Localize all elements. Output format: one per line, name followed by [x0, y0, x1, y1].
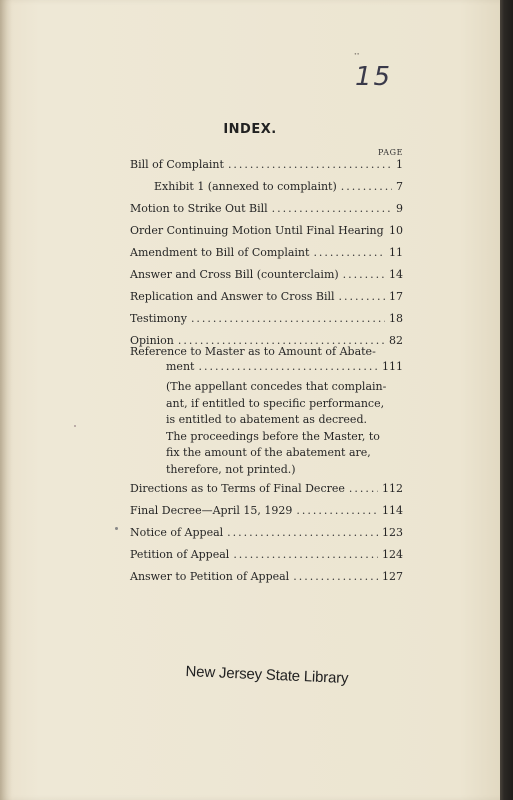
entry-page: 17 [389, 290, 403, 303]
entry-page: 1 [396, 158, 403, 171]
entry-label: Testimony [130, 312, 187, 325]
index-entry [130, 158, 403, 174]
parenthetical-note [166, 379, 388, 479]
entry-label: Order Continuing Motion Until Final Hearing [130, 224, 384, 237]
entry-page: 11 [389, 246, 403, 259]
index-entry [130, 268, 403, 284]
entry-label: Reference to Master as to Amount of Abate- [130, 345, 376, 358]
entry-page: 123 [382, 526, 403, 539]
entry-page: 112 [382, 482, 403, 495]
entry-page: 82 [389, 334, 403, 347]
dot-leader [339, 290, 385, 303]
note-line: therefore, not printed.) [166, 462, 296, 476]
dot-leader [198, 360, 378, 373]
note-line: ant, if entitled to specific performance, [166, 396, 385, 410]
index-entry [130, 224, 403, 240]
dot-leader [293, 570, 378, 583]
paper-speck [74, 425, 76, 427]
entry-label: Bill of Complaint [130, 158, 224, 171]
entry-label: Answer to Petition of Appeal [130, 570, 290, 583]
entry-page: 111 [382, 360, 403, 373]
note-line: fix the amount of the abatement are, [166, 446, 371, 460]
entry-label: Answer and Cross Bill (counterclaim) [130, 268, 339, 281]
paper-speck [115, 527, 118, 530]
entry-label: Exhibit 1 (annexed to complaint) [154, 180, 337, 193]
index-entry [166, 360, 403, 376]
dot-leader [228, 158, 392, 171]
index-entry [130, 482, 403, 498]
entry-page: 10 [389, 224, 403, 237]
entry-page: 114 [382, 504, 403, 517]
entry-page: 14 [389, 268, 403, 281]
index-entry [130, 504, 403, 520]
index-title: INDEX. [223, 122, 277, 137]
index-entry [130, 246, 403, 262]
book-edge [500, 0, 513, 800]
index-entry [130, 548, 403, 564]
handwritten-page-number: 15 [355, 62, 393, 92]
entry-page: 9 [396, 202, 403, 215]
entry-label: Petition of Appeal [130, 548, 230, 561]
dot-leader [349, 482, 378, 495]
entry-label: Motion to Strike Out Bill [130, 202, 268, 215]
dot-leader [343, 268, 385, 281]
entry-page: 18 [389, 312, 403, 325]
entry-label: Final Decree—April 15, 1929 [130, 504, 293, 517]
dot-leader [272, 202, 392, 215]
dot-leader [296, 504, 378, 517]
entry-label: Replication and Answer to Cross Bill [130, 290, 335, 303]
entry-label: Directions as to Terms of Final Decree [130, 482, 345, 495]
index-entry [130, 312, 403, 328]
library-stamp: New Jersey State Library [185, 663, 349, 688]
dot-leader [191, 312, 385, 325]
index-entry [130, 202, 403, 218]
page-column-header: PAGE [378, 148, 404, 157]
note-line: The proceedings before the Master, to [166, 429, 380, 443]
entry-label: Opinion [130, 334, 174, 347]
pencil-mark: ꞏꞏ [354, 50, 360, 60]
index-entry [130, 290, 403, 306]
dot-leader [227, 526, 378, 539]
note-line: (The appellant concedes that complain- [166, 380, 387, 393]
entry-page: 124 [382, 548, 403, 561]
dot-leader [313, 246, 385, 259]
dot-leader [233, 548, 378, 561]
entry-page: 127 [382, 570, 403, 583]
entry-label: ment [166, 360, 195, 373]
index-entry [154, 180, 403, 196]
entry-label: Amendment to Bill of Complaint [130, 246, 310, 259]
entry-page: 7 [396, 180, 403, 193]
entry-label: Notice of Appeal [130, 526, 224, 539]
index-entry [130, 526, 403, 542]
note-line: is entitled to abatement as decreed. [166, 413, 367, 427]
index-entry [130, 570, 403, 586]
dot-leader [341, 180, 392, 193]
index-entry [130, 345, 403, 361]
